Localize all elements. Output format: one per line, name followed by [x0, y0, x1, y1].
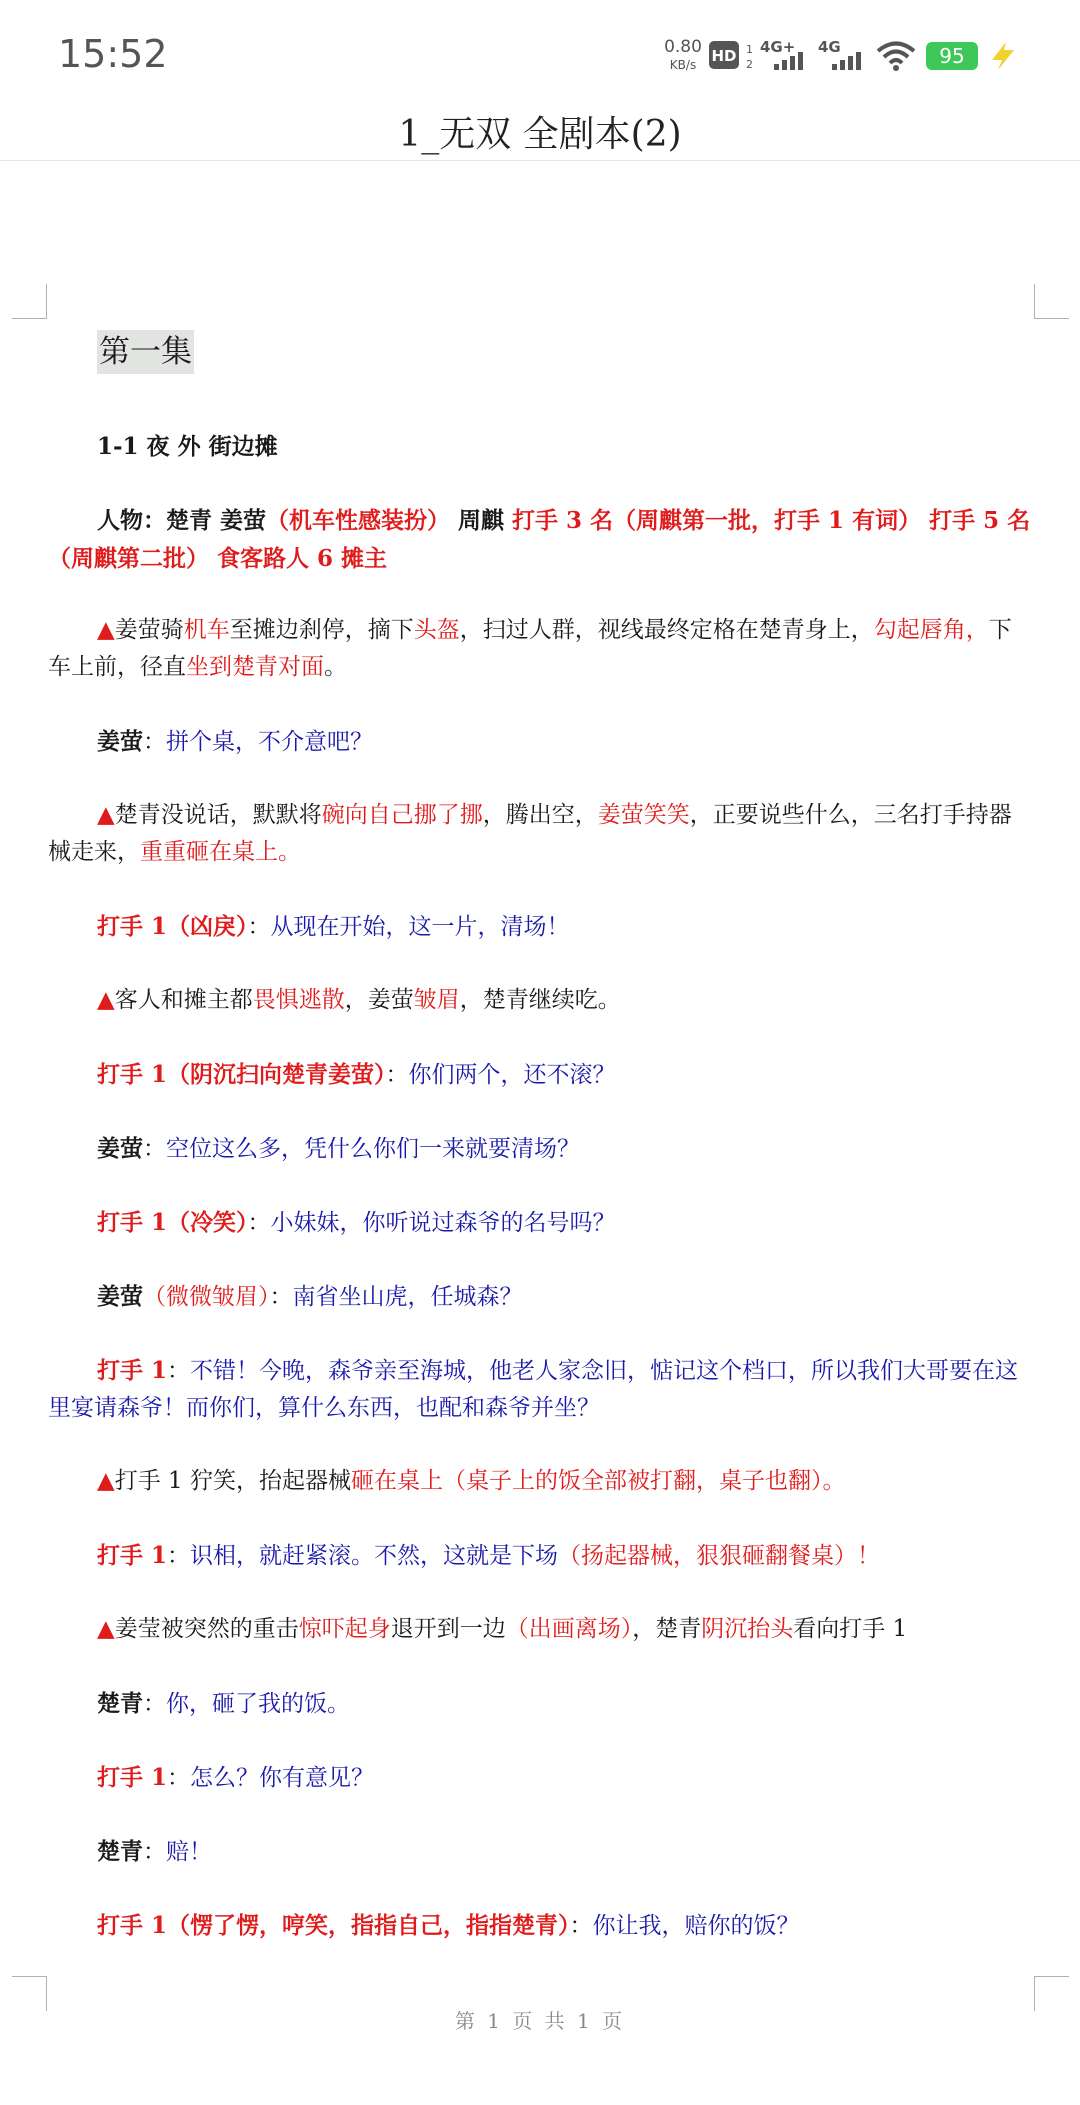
text-run: （出画离场） [505, 1616, 633, 1642]
battery-indicator: 95 [926, 42, 978, 70]
text-run: 怎么？你有意见？ [190, 1765, 375, 1791]
text-run: ： [143, 1839, 166, 1865]
text-run: 小妹妹，你听说过森爷的名号吗？ [270, 1210, 616, 1236]
action-marker-icon: ▲ [97, 1468, 115, 1494]
text-run: 姜莹被突然的重击 [114, 1616, 299, 1642]
svg-text:1: 1 [746, 43, 753, 56]
text-run: 打手 1（愣了愣，哼笑，指指自己，指指楚青） [97, 1912, 570, 1939]
action-marker-icon: ▲ [97, 987, 115, 1013]
action-marker-icon: ▲ [97, 1616, 115, 1642]
wifi-icon [876, 40, 916, 72]
script-paragraph [48, 1685, 1033, 1723]
text-run: 楚青 [97, 1838, 143, 1865]
script-paragraph [48, 1537, 1033, 1575]
script-paragraph [48, 1759, 1033, 1797]
title-divider [0, 160, 1080, 161]
net-speed: 0.80 KB/s [664, 37, 702, 72]
action-marker-icon: ▲ [97, 802, 115, 828]
text-run: ，扫过人群，视线最终定格在楚青身上， [459, 617, 874, 643]
scene-heading: 1-1 夜 外 街边摊 [97, 433, 278, 460]
svg-text:2: 2 [746, 58, 753, 70]
text-run: 楚青 [97, 1690, 143, 1717]
text-run: 姜萤 [97, 1135, 143, 1162]
script-paragraph [48, 502, 1033, 578]
script-paragraph [48, 1907, 1033, 1945]
text-run: 周麒 [450, 507, 513, 534]
text-run: ： [247, 914, 271, 940]
text-run: ： [167, 1765, 191, 1791]
text-run: 你们两个，还不滚？ [408, 1062, 616, 1088]
text-run: 打手 1（凶戾） [97, 913, 248, 940]
hd-voice-icon [708, 40, 754, 70]
text-run: 畏惧逃散 [252, 987, 345, 1013]
text-run: 人物：楚青 姜萤 [97, 507, 267, 534]
text-run: 打手 1 [97, 1764, 168, 1791]
text-run: ： [569, 1913, 593, 1939]
text-run: （微微皱眉） [143, 1284, 270, 1310]
status-bar [0, 0, 1080, 108]
text-run: 从现在开始，这一片，清场！ [270, 914, 570, 940]
svg-text:4G: 4G [818, 38, 841, 56]
text-run: 砸在桌上（桌子上的饭全部被打翻，桌子也翻）。 [350, 1468, 846, 1494]
script-paragraph [48, 797, 1033, 871]
text-run: 姜萤骑 [114, 617, 184, 643]
script-paragraph [48, 1611, 1033, 1648]
text-run: ，楚青继续吃。 [459, 987, 621, 1013]
action-marker-icon: ▲ [97, 617, 115, 643]
text-run: ： [143, 729, 166, 755]
text-run: 至摊边刹停，摘下 [229, 617, 414, 643]
script-paragraph [48, 1204, 1033, 1242]
text-run: ： [247, 1210, 271, 1236]
text-run: 皱眉 [413, 987, 460, 1013]
text-run: 打手 3 名（周麒第一批，打手 1 有词） 打手 5 名（周麒第二批） 食客路人 6 摊主 [48, 507, 1031, 572]
text-run: ： [167, 1358, 191, 1384]
text-run: 赔！ [166, 1839, 212, 1865]
script-paragraph [48, 982, 1033, 1019]
text-run: 空位这么多，凭什么你们一来就要清场？ [166, 1136, 580, 1162]
text-run: ： [167, 1543, 191, 1569]
text-run: ： [269, 1284, 293, 1310]
script-paragraph [48, 723, 1033, 761]
signal-4g-plus-icon [760, 38, 814, 72]
svg-text:4G+: 4G+ [760, 38, 796, 56]
text-run: ，正要说些什么，三名打手持器械走来， [48, 802, 1012, 865]
text-run: 姜萤笑笑 [597, 802, 690, 828]
text-run: 机车 [183, 617, 230, 643]
script-paragraph [48, 1130, 1033, 1168]
text-run: 打手 1 [97, 1542, 168, 1569]
text-run: 识相，就赶紧滚。不然，这就是下场 [190, 1543, 559, 1569]
text-run: ： [143, 1136, 166, 1162]
text-run: 不错！今晚，森爷亲至海城，他老人家念旧，惦记这个档口，所以我们大哥要在这里宴请森爷！而你们，算什么东西，也配和森爷并坐？ [48, 1358, 1019, 1421]
text-run: 退开到一边 [390, 1616, 506, 1642]
episode-heading: 第一集 [97, 330, 194, 374]
text-run: （机车性感装扮） [266, 507, 451, 534]
text-run: 打手 1 [97, 1357, 168, 1384]
text-run: 重重砸在桌上。 [140, 839, 301, 865]
text-run: 。 [324, 654, 347, 680]
text-run: ： [143, 1691, 166, 1717]
page-corner-mark [1034, 284, 1069, 319]
script-paragraph [48, 612, 1033, 686]
text-run: 拼个桌，不介意吧？ [166, 729, 373, 755]
text-run: 碗向自己挪了挪 [321, 802, 483, 828]
script-paragraph [48, 1833, 1033, 1871]
page-number-footer: 第 1 页 共 1 页 [454, 2009, 626, 2033]
text-run: 姜萤 [97, 1283, 143, 1310]
text-run: 客人和摊主都 [114, 987, 253, 1013]
text-run: ，腾出空， [482, 802, 598, 828]
text-run: ，姜萤 [344, 987, 414, 1013]
text-run: 你，砸了我的饭。 [166, 1691, 350, 1717]
text-run: 头盔 [413, 617, 460, 643]
text-run: 阴沉抬头 [701, 1616, 794, 1642]
text-run: 打手 1（冷笑） [97, 1209, 248, 1236]
text-run: 下车上前，径直 [48, 617, 1012, 680]
text-run: 坐到楚青对面 [186, 654, 324, 680]
script-paragraph [48, 1056, 1033, 1094]
text-run: 打手 1（阴沉扫向楚青姜萤） [97, 1061, 386, 1088]
text-run: 打手 1 狞笑，抬起器械 [114, 1468, 351, 1494]
svg-text:HD: HD [711, 47, 737, 65]
page-corner-mark [12, 284, 47, 319]
text-run: （扬起器械，狠狠砸翻餐桌）！ [558, 1543, 881, 1569]
document-title: 1_无双 全剧本(2) [398, 114, 682, 155]
text-run: 看向打手 1 [793, 1616, 908, 1642]
signal-4g-icon [818, 38, 872, 72]
text-run: 姜萤 [97, 728, 143, 755]
text-run: 南省坐山虎，任城森？ [292, 1284, 523, 1310]
script-paragraph [48, 1463, 1033, 1500]
text-run: 你让我，赔你的饭？ [592, 1913, 800, 1939]
text-run: 勾起唇角， [873, 617, 989, 643]
script-paragraph [48, 908, 1033, 946]
charging-bolt-icon [988, 40, 1018, 72]
text-run: ： [385, 1062, 409, 1088]
text-run: ，楚青 [632, 1616, 702, 1642]
clock: 15:52 [58, 32, 168, 76]
script-paragraph [48, 1278, 1033, 1316]
text-run: 惊吓起身 [298, 1616, 391, 1642]
script-paragraph [48, 1352, 1033, 1427]
text-run: 楚青没说话，默默将 [114, 802, 322, 828]
